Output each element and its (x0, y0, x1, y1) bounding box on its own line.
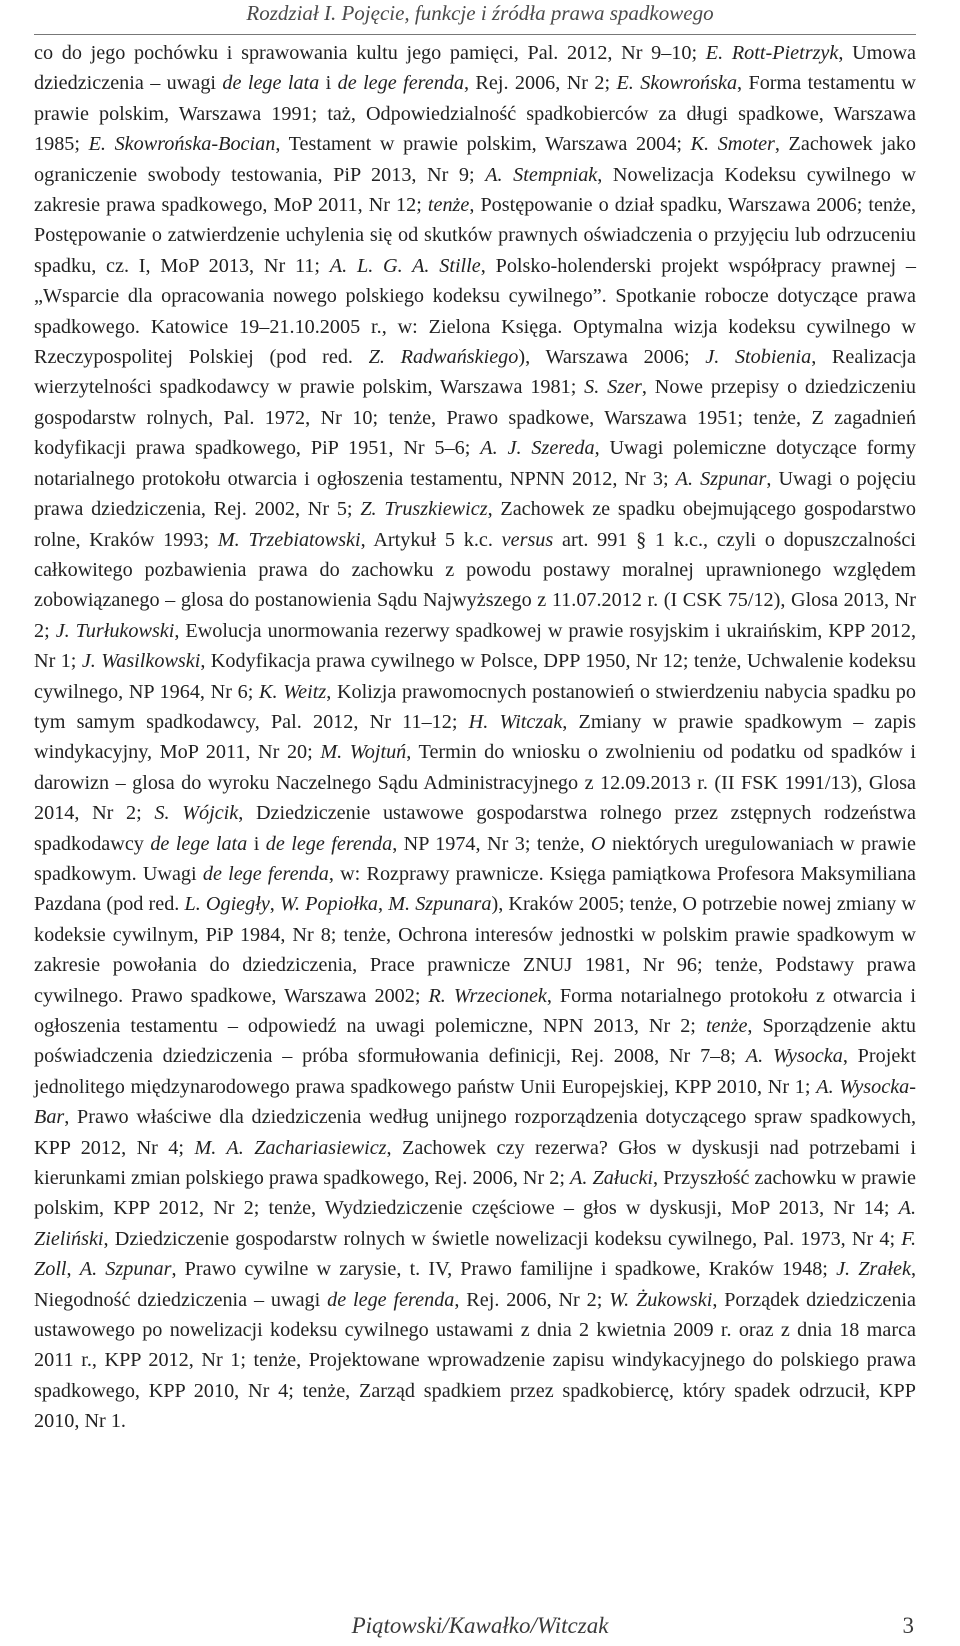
italic-segment: de lege lata (150, 832, 248, 855)
text-segment: , Sporządzenie aktu poświadczenia dziedziczenia – próba sformułowania definicji, Rej. 2008, Nr 7–8; (34, 1015, 916, 1068)
italic-segment: A. Szpunar (675, 467, 767, 490)
italic-segment: H. Witczak (468, 710, 563, 733)
text-segment: , Zachowek jako ograniczenie swobody testowania, PiP 2013, Nr 9; (34, 133, 916, 186)
text-segment: art. 991 § 1 k.c., czyli o dopuszczalności całkowitego pozbawienia prawa do zachowku z powodu postawy moralnej uprawnionego względem zobowiązanego – glosa do postanowienia Sądu Najwyższego z 11.07.2012 r. (I CSK 75/12), Glosa 2013, Nr 2; (34, 528, 916, 642)
bibliography-text (34, 38, 916, 1437)
italic-segment: A. Stempniak (485, 163, 598, 186)
text-segment: , Prawo cywilne w zarysie, t. IV, Prawo familijne i spadkowe, Kraków 1948; (171, 1258, 837, 1281)
italic-segment: M. Trzebiatowski (217, 528, 361, 551)
bibliography-paragraph (34, 38, 916, 1437)
italic-segment: A. Szpunar (79, 1258, 172, 1281)
footer-authors: Piątowski/Kawałko/Witczak (351, 1613, 609, 1638)
text-segment: , Ewolucja unormowania rezerwy spadkowej w prawie rosyjskim i ukraińskim, KPP 2012, Nr 1; (34, 619, 916, 673)
text-segment: , Kodyfikacja prawa cywilnego w Polsce, DPP 1950, Nr 12; tenże, Uchwalenie kodeksu cywilnego, NP 1964, Nr 6; (34, 650, 916, 703)
italic-segment: E. Skowrońska-Bocian (88, 133, 276, 156)
italic-segment: M. Szpunara (388, 893, 492, 916)
italic-segment: tenże (705, 1015, 748, 1037)
text-segment: , Porządek dziedziczenia ustawowego po nowelizacji kodeksu cywilnego ustawami z dnia 2 kwietnia 2009 r. oraz z dnia 18 marca 2011 r., KPP 2012, Nr 1; tenże, Projektowane wprowadzenie zapisu windykacyjnego do polskiego prawa spadkowego, KPP 2010, Nr 4; tenże, Zarząd spadkiem przez spadkobiercę, który spadek odrzucił, KPP 2010, Nr 1. (34, 1288, 916, 1433)
italic-segment: W. Żukowski (609, 1288, 713, 1311)
italic-segment: W. Popiołka (279, 893, 379, 916)
page-number: 3 (902, 1613, 914, 1638)
italic-segment: E. Skowrońska (616, 72, 738, 95)
text-segment: , Nowe przepisy o dziedziczeniu gospodarstw rolnych, Pal. 1972, Nr 10; tenże, Prawo spadkowe, Warszawa 1951; tenże, Z zagadnień kodyfikacji prawa spadkowego, PiP 1951, Nr 5–6; (34, 376, 916, 460)
text-segment: co do jego pochówku i sprawowania kultu jego pamięci, Pal. 2012, Nr 9–10; (34, 42, 706, 64)
text-segment: , Prawo właściwe dla dziedziczenia według unijnego rozporządzenia dotyczącego spraw spadkowych, KPP 2012, Nr 4; (34, 1106, 916, 1159)
italic-segment: versus (501, 528, 554, 551)
text-segment: , Dziedziczenie gospodarstw rolnych w świetle nowelizacji kodeksu cywilnego, Pal. 1973, Nr 4; (103, 1227, 902, 1250)
italic-segment: F. Zoll (34, 1227, 916, 1281)
italic-segment: M. A. Zachariasiewicz (194, 1136, 387, 1159)
italic-segment: A. Wysocka-Bar (34, 1075, 916, 1129)
italic-segment: A. L. G. A. Stille (329, 254, 481, 277)
italic-segment: Z. Truszkiewicz (360, 498, 488, 521)
text-segment: , Kolizja prawomocnych postanowień o stwierdzeniu nabycia spadku po tym samym spadkodawcy, Pal. 2012, Nr 11–12; (34, 680, 916, 733)
text-segment: ), Kraków 2005; tenże, O potrzebie nowej zmiany w kodeksie cywilnym, PiP 1984, Nr 8; tenże, Ochrona interesów jednostki w polskim prawie spadkowym w zakresie powołania do dziedziczenia, Prace prawnicze ZNUJ 1981, Nr 96; tenże, Podstawy prawa cywilnego. Prawo spadkowe, Warszawa 2002; (34, 893, 916, 1007)
text-segment: , Nowelizacja Kodeksu cywilnego w zakresie prawa spadkowego, MoP 2011, Nr 12; (34, 163, 916, 217)
italic-segment: A. Zieliński (34, 1197, 916, 1250)
text-segment: , NP 1974, Nr 3; tenże, (392, 832, 591, 855)
italic-segment: L. Ogiegły (184, 893, 270, 916)
italic-segment: R. Wrzecionek (428, 984, 547, 1007)
italic-segment: A. J. Szereda (480, 437, 595, 460)
text-segment: , Rej. 2006, Nr 2; (464, 72, 617, 95)
text-segment: i (319, 72, 338, 95)
italic-segment: Z. Radwańskiego (368, 346, 519, 369)
italic-segment: de lege ferenda (327, 1288, 455, 1311)
italic-segment: J. Turłukowski (55, 619, 175, 642)
text-segment: , Postępowanie o dział spadku, Warszawa 2006; tenże, Postępowanie o zatwierdzenie uchylenia się od skutków prawnych oświadczenia o przyjęciu lub odrzuceniu spadku, cz. I, MoP 2013, Nr 11; (34, 194, 916, 277)
text-segment: , Dziedziczenie ustawowe gospodarstwa rolnego przez zstępnych rodzeństwa spadkodawcy (34, 802, 916, 855)
text-segment: , Niegodność dziedziczenia – uwagi (34, 1258, 916, 1311)
italic-segment: J. Zrałek (836, 1258, 911, 1281)
italic-segment: de lege ferenda (337, 72, 464, 95)
text-segment: , Uwagi polemiczne dotyczące formy notarialnego protokołu otwarcia i ogłoszenia testamentu, NPNN 2012, Nr 3; (34, 437, 916, 490)
text-segment: , (378, 893, 389, 916)
italic-segment: S. Szer (584, 376, 642, 399)
italic-segment: de lege ferenda (265, 832, 393, 855)
text-segment: niektórych uregulowaniach w prawie spadkowym. Uwagi (34, 832, 916, 885)
text-segment: , Zmiany w prawie spadkowym – zapis windykacyjny, MoP 2011, Nr 20; (34, 710, 917, 764)
text-segment: , Projekt jednolitego międzynarodowego prawa spadkowego państw Unii Europejskiej, KPP 2010, Nr 1; (34, 1045, 916, 1098)
text-segment: i (247, 832, 266, 855)
text-segment: , (269, 893, 280, 916)
italic-segment: M. Wojtuń (320, 741, 407, 764)
italic-segment: E. Rott-Pietrzyk (705, 42, 839, 64)
text-segment: , Forma notarialnego protokołu z otwarcia i ogłoszenia testamentu – odpowiedź na uwagi polemiczne, NPN 2013, Nr 2; (34, 984, 916, 1037)
text-segment: , Zachowek czy rezerwa? Głos w dyskusji nad potrzebami i kierunkami zmian polskiego prawa spadkowego, Rej. 2006, Nr 2; (34, 1136, 916, 1190)
italic-segment: J. Stobienia (705, 346, 812, 369)
text-segment: ), Warszawa 2006; (518, 346, 706, 369)
text-segment: , w: Rozprawy prawnicze. Księga pamiątkowa Profesora Maksymiliana Pazdana (pod red. (34, 862, 917, 916)
text-segment: , Termin do wniosku o zwolnieniu od podatku od spadków i darowizn – glosa do wyroku Naczelnego Sądu Administracyjnego z 12.09.2013 r. (II FSK 1991/13), Glosa 2014, Nr 2; (34, 741, 917, 825)
text-segment: , Umowa dziedziczenia – uwagi (34, 42, 916, 95)
text-segment: , Polsko-holenderski projekt współpracy prawnej – „Wsparcie dla opracowania nowego polskiego kodeksu cywilnego”. Spotkanie robocze dotyczące prawa spadkowego. Katowice 19–21.10.2005 r., w: Zielona Księga. Optymalna wizja kodeksu cywilnego w Rzeczypospolitej Polskiej (pod red. (34, 254, 916, 369)
text-segment: , Rej. 2006, Nr 2; (454, 1288, 610, 1311)
italic-segment: de lege lata (222, 72, 320, 95)
header-rule (34, 34, 916, 35)
italic-segment: K. Smoter (690, 133, 775, 156)
italic-segment: A. Wysocka (745, 1045, 843, 1068)
italic-segment: J. Wasilkowski (81, 650, 201, 673)
italic-segment: K. Weitz (259, 680, 327, 703)
text-segment: , Artykuł 5 k.c. (360, 528, 502, 551)
text-segment: , Realizacja wierzytelności spadkodawcy w prawie polskim, Warszawa 1981; (34, 346, 916, 399)
text-segment: , Przyszłość zachowku w prawie polskim, KPP 2012, Nr 2; tenże, Wydziedziczenie częściowe – głos w dyskusji, MoP 2013, Nr 14; (34, 1167, 916, 1220)
text-segment: , Testament w prawie polskim, Warszawa 2004; (275, 133, 691, 156)
italic-segment: tenże (427, 194, 470, 217)
italic-segment: de lege ferenda (202, 862, 329, 885)
italic-segment: O (590, 832, 606, 855)
running-header: Rozdział I. Pojęcie, funkcje i źródła prawa spadkowego (246, 1, 714, 25)
text-segment: , Uwagi o pojęciu prawa dziedziczenia, Rej. 2002, Nr 5; (34, 467, 916, 521)
italic-segment: S. Wójcik (154, 802, 239, 825)
text-segment: , Forma testamentu w prawie polskim, Warszawa 1991; taż, Odpowiedzialność spadkobierców za długi spadkowe, Warszawa 1985; (34, 72, 916, 156)
italic-segment: A. Załucki (570, 1167, 654, 1190)
text-segment: , Zachowek ze spadku obejmującego gospodarstwo rolne, Kraków 1993; (34, 498, 917, 551)
text-segment: , (66, 1258, 80, 1281)
